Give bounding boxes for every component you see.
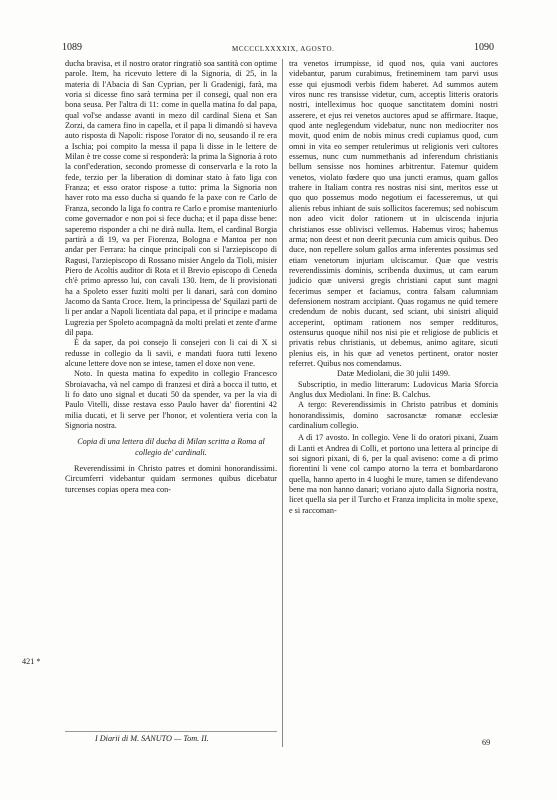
column-divider: [282, 59, 283, 747]
running-head: MCCCCLXXXXIX, AGOSTO.: [232, 45, 335, 53]
a-tergo-line: A tergo: Reverendissimis in Christo patribus et dominis honorandissimis, domino sacrosanctæ romanæ ecclesiæ cardinalium collegio.: [289, 400, 498, 431]
left-column: [65, 59, 277, 495]
left-paragraph-1: ducha bravisa, et il nostro orator ringratiò soa santità con optime parole. Item, ha ricevuto lettere di la Signoria, di 25, in la materia di l'Abacia di San Cyprian, per li Gradenigi, farà, ma voria si dicesse fino sarà termina per il consegi, qual non era bona seusa. Per l'altra di 11: come in quella matina fo dal papa, qual vol'se andasse avanti in mezo dil cardinal Siena et San Zorzi, da camera fino in capella, et il papa li dimandò si haveva auto risposta di Napoli: rispose l'orator di no, seusando il re era a Ischia; poi compito la messa il papa li disse in le lettere de Milan è tre cosse come si responderà: la prima la Signoria à roto la conf'ederation, secondo promesse di conservarla e la roto la fede, terzio per la liberation di dominar stato à fato liga con Franza; et esso orator rispose a tutto: prima la Signoria non haver roto ma esso ducha si quando fe la paxe con re Carlo de Franza, secondo la liga fo contra re Carlo e promise manteniurlo come governador e non poi si fece ducha; et il papa disse bene: saperemo risponder a chi ne dirà nulla. Item, el cardinal Borgia partirà a dì 19, va per Fiorenza, Bologna e Mantoa per non andar per Ferrara: ha cinque principali con si l'arziepiscopo di Ragusi, l'arziepiscopo di Rossano misier Angelo da Tioli, misier Piero de Acoltis auditor di Rota et il Brevio episcopo di Ceneda ch'è primo apresso lui, con cavali 130. Item, de li provisionati ha a Spoleto esser fuziti molti per li danari, sarà con domino Jacomo da Santa Croce. Item, la principessa de' Squilazi parti de li per andar a Napoli licentiata dal papa, et il principe e madama Lugrezia per Spoleto acompagnà da molti prelati et zente d'arme dil papa.: [65, 59, 277, 337]
right-paragraph-1: tra venetos irrumpisse, id quod nos, quia vani auctores videbantur, parum curabimus, fretineminem tam parvi usus esse qui ejusmodi verbis fidem haberet. Ad summos autem viros nunc res transisse videtur, cum, acceptis litteris oratoris nostri, intelleximus hoc quoque sanctitatem domini nostri asserere, et ejus rei venetos auctores apud se affirmare. Itaque, quod ante neglegendum videbatur, nunc non mediocriter nos movit, quod enim de nobis minus credi cupiamus quod, cum omni in vita eo semper retulerimus ut religionis veri cultores essemus, nunc cum nummethanis ad inferendum christianis bellum sensisse nos homines arbitrentur. Fatemur quidem venetos, violato fœdere quo una juncti eramus, quam gallos trahere in Italiam contra res nostras nisi sint, meritos esse ut quo quo possemus modo negotium ei facesseremus, ut qui alienis rebus inhiant de suis sollicitos faceremus; sed nobiscum non adeo vicit dolor rationem ut in ulciscenda injuria christianos esse oblivisci vellemus. Habemus viros; habemus arma; non deest et non deerit pæcunia cum amicis quibus. Deo duce, non repellere solum gallos arma inferentes possimus sed etiam venetorum injuriam ulciscamur. Quæ que vestris reverendissimis dominis, scribenda duximus, ut cam earum judicio quæ universi gregis christiani caput sunt magni fecerimus semper et faciamus, contra falsam calumniam defensionem nostram accipiant. Quas rogamus ne quid temere credendum de nobis ducant, sed sciant, ubi sinistri aliquid acceperint, optimam rationem nos semper reddituros, ostensurus quoque nihil nos nisi pie et religiose de publicis et privatis rebus christianis, ut debemus, animo agitare, sicuti plenius eis, in his quæ ad venetos pertinent, orator noster referret. Quibus nos comendamus.: [289, 59, 498, 368]
right-column: [289, 59, 498, 516]
footer-rule: [65, 731, 277, 732]
letter-title: Copia di una lettera dil ducha di Milan scritta a Roma al collegio de' cardinali.: [77, 437, 265, 457]
subscriptio-line: Subscriptio, in medio litterarum: Ludovicus Maria Sforcia Anglus dux Mediolani. In fine: B. Calchus.: [289, 379, 498, 399]
left-paragraph-4: Reverendissimi in Christo patres et domini honorandissimi. Circumferri videbantur quidam sermones quibus dicebatur turcenses copias opera mea con-: [65, 464, 277, 494]
footer-signature-number: 69: [482, 738, 491, 747]
left-paragraph-2: È da saper, da poi consejo li consejeri con li cai di X si redusse in collegio da li savii, e mandati fuora tutti lexeno alcune lettere dove non se intese, tamen el doxe non vene.: [65, 338, 277, 368]
right-paragraph-2: A dì 17 avosto. In collegio. Vene li do oratori pixani, Zuam di Lanti et Andrea di Colli, et portono una lettera al principe di soi signori pixani, di 6, per la qual aviseno: come a dì primo fiorentini li vene col campo atorno la terra et bombardarono quella, hanno aperto in 4 luoghi le mure, tamen se difendevano bene ma non hanno danari; voriano ajuto dalla Signoria nostra, licet quella sia per il Turcho et Franza implicita in molte spexe, e si raccoman-: [289, 433, 498, 515]
page-number-right: 1090: [474, 42, 494, 53]
left-paragraph-3: Noto. In questa matina fo expedito in collegio Francesco Sbroiavacha, và nel campo di franzesi et dirà a bocca il tutto, et li fo dato uno signal et ducati 50 da spender, va per la via di Paulo Vitelli, disse restava esso Paulo haver da' fiorentini 42 milia ducati, et li serve per l'honor, et volentiera veria con la Signoria nostra.: [65, 369, 277, 431]
footer-source: I Diarii di M. SANUTO — Tom. II.: [95, 734, 209, 743]
letter-date: Datæ Mediolani, die 30 julii 1499.: [336, 369, 451, 379]
margin-number: 421 *: [22, 657, 41, 666]
page-number-left: 1089: [62, 42, 82, 53]
